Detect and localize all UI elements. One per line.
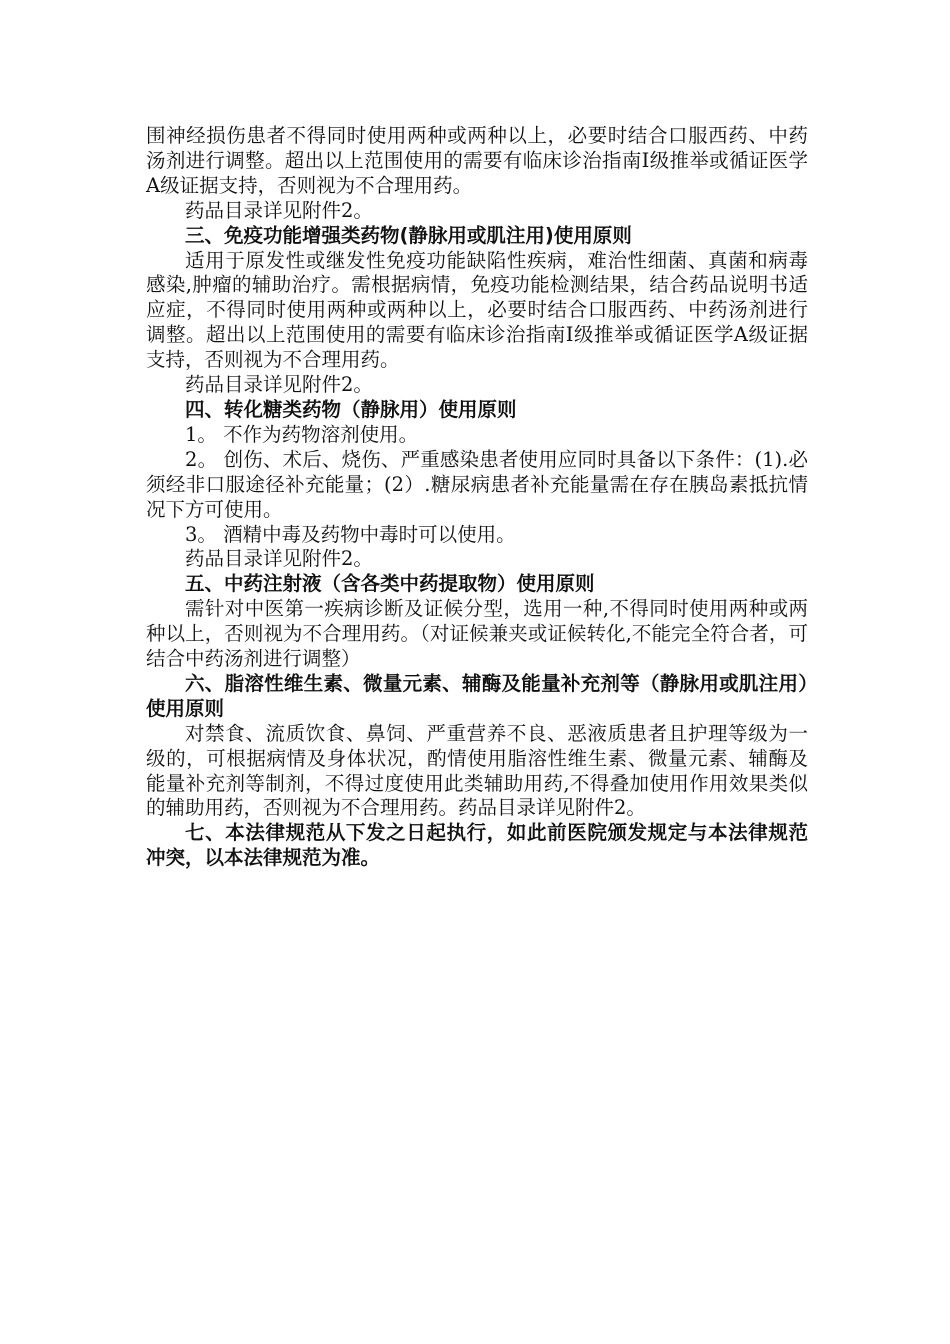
paragraph-appendix-note: 药品目录详见附件2。	[185, 198, 373, 222]
list-item-3: 3。 酒精中毒及药物中毒时可以使用。	[185, 522, 516, 546]
list-item-2: 2。 创伤、术后、烧伤、严重感染患者使用应同时具备以下条件：(1).必须经非口服途径补充能量；(2）.糖尿病患者补充能量需在存在胰岛素抵抗情况下方可使用。	[146, 447, 808, 521]
section-heading-6: 六、脂溶性维生素、微量元素、辅酶及能量补充剂等（静脉用或肌注用）使用原则	[146, 671, 808, 720]
paragraph-appendix-note: 药品目录详见附件2。	[185, 547, 373, 571]
paragraph-continued: 围神经损伤患者不得同时使用两种或两种以上，必要时结合口服西药、中药汤剂进行调整。超出以上范围使用的需要有临床诊治指南Ⅰ级推举或循证医学A级证据支持，否则视为不合理用药。	[146, 124, 808, 197]
paragraph-appendix-note: 药品目录详见附件2。	[185, 373, 373, 397]
paragraph-tcm-injection: 需针对中医第一疾病诊断及证候分型，选用一种,不得同时使用两种或两种以上，否则视为不合理用药。（对证候兼夹或证候转化,不能完全符合者，可结合中药汤剂进行调整）	[146, 597, 808, 671]
section-heading-3: 三、免疫功能增强类药物(静脉用或肌注用)使用原则	[185, 223, 632, 247]
section-heading-4: 四、转化糖类药物（静脉用）使用原则	[185, 397, 517, 421]
document-body	[146, 124, 808, 871]
paragraph-vitamins: 对禁食、流质饮食、鼻饲、严重营养不良、恶液质患者且护理等级为一级的，可根据病情及身体状况，酌情使用脂溶性维生素、微量元素、辅酶及能量补充剂等制剂，不得过度使用此类辅助用药,不得叠加使用作用效果类似的辅助用药，否则视为不合理用药。药品目录详见附件2。	[146, 721, 808, 820]
section-heading-5: 五、中药注射液（含各类中药提取物）使用原则	[185, 572, 595, 596]
list-item-1: 1。 不作为药物溶剂使用。	[185, 422, 419, 446]
section-heading-7: 七、本法律规范从下发之日起执行，如此前医院颁发规定与本法律规范冲突，以本法律规范为准。	[146, 821, 808, 870]
paragraph-immune: 适用于原发性或继发性免疫功能缺陷性疾病，难治性细菌、真菌和病毒感染,肿瘤的辅助治疗。需根据病情，免疫功能检测结果，结合药品说明书适应症，不得同时使用两种或两种以上，必要时结合口服西药、中药汤剂进行调整。超出以上范围使用的需要有临床诊治指南Ⅰ级推举或循证医学A级证据支持，否则视为不合理用药。	[146, 248, 808, 372]
